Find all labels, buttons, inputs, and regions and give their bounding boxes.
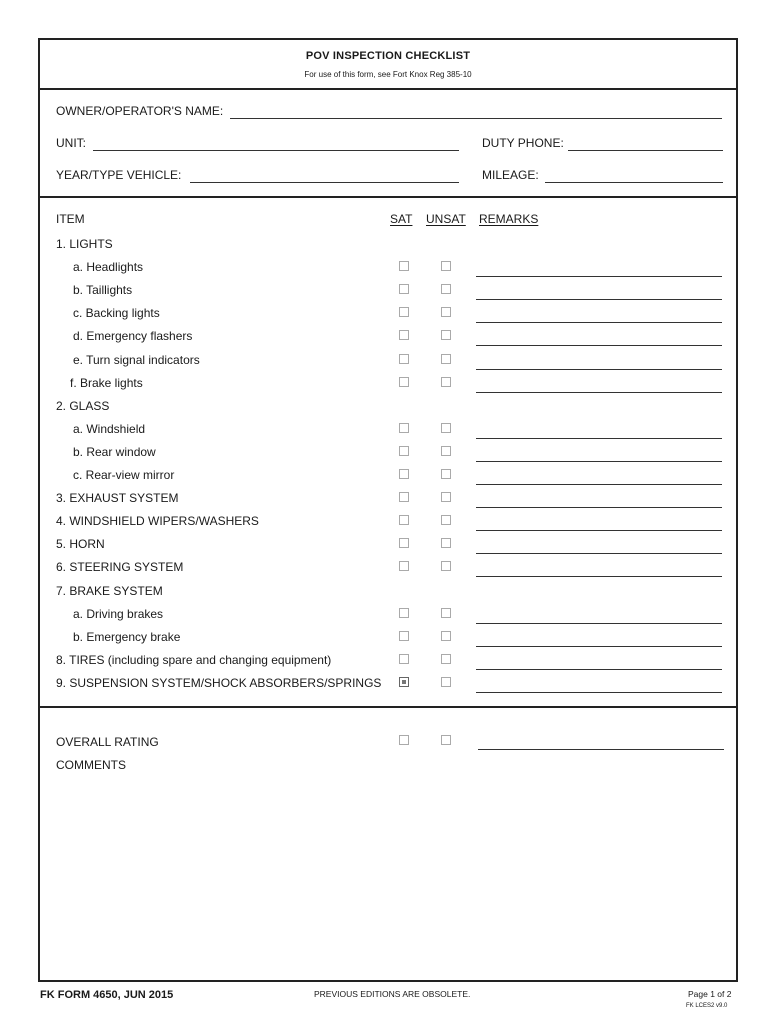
remarks-field[interactable] bbox=[476, 438, 722, 439]
comments-field[interactable] bbox=[56, 780, 716, 960]
sat-checkbox[interactable] bbox=[399, 469, 409, 479]
divider bbox=[40, 706, 736, 708]
vehicle-label: YEAR/TYPE VEHICLE: bbox=[56, 168, 182, 182]
comments-label: COMMENTS bbox=[56, 758, 126, 772]
unsat-checkbox[interactable] bbox=[441, 538, 451, 548]
checklist-item-label: c. Backing lights bbox=[73, 306, 160, 320]
divider bbox=[40, 196, 736, 198]
remarks-field[interactable] bbox=[476, 530, 722, 531]
form-id: FK FORM 4650, JUN 2015 bbox=[40, 989, 174, 1001]
remarks-field[interactable] bbox=[476, 669, 722, 670]
sat-checkbox[interactable] bbox=[399, 446, 409, 456]
checklist-item-label: 9. SUSPENSION SYSTEM/SHOCK ABSORBERS/SPRINGS bbox=[56, 676, 382, 690]
column-remarks: REMARKS bbox=[479, 212, 539, 226]
sat-checkbox[interactable] bbox=[399, 423, 409, 433]
unsat-checkbox[interactable] bbox=[441, 608, 451, 618]
form-subtitle: For use of this form, see Fort Knox Reg 385-10 bbox=[304, 70, 472, 79]
sat-checkbox[interactable] bbox=[399, 354, 409, 364]
unsat-checkbox[interactable] bbox=[441, 654, 451, 664]
overall-remarks-field[interactable] bbox=[478, 749, 724, 750]
owner-field[interactable] bbox=[230, 118, 722, 119]
checklist-item-label: 3. EXHAUST SYSTEM bbox=[56, 491, 179, 505]
page-number: Page 1 of 2 bbox=[688, 989, 732, 999]
remarks-field[interactable] bbox=[476, 646, 722, 647]
checklist-item-label: a. Windshield bbox=[73, 422, 146, 436]
checklist-item-label: 6. STEERING SYSTEM bbox=[56, 560, 184, 574]
unsat-checkbox[interactable] bbox=[441, 631, 451, 641]
checklist-item-label: b. Taillights bbox=[73, 283, 133, 297]
remarks-field[interactable] bbox=[476, 576, 722, 577]
remarks-field[interactable] bbox=[476, 322, 722, 323]
remarks-field[interactable] bbox=[476, 623, 722, 624]
mileage-field[interactable] bbox=[545, 182, 723, 183]
sat-checkbox[interactable] bbox=[399, 307, 409, 317]
checklist-item-label: a. Driving brakes bbox=[73, 607, 164, 621]
checklist-item-label: d. Emergency flashers bbox=[73, 329, 193, 343]
sat-checkbox[interactable] bbox=[399, 261, 409, 271]
checklist-item-label: b. Rear window bbox=[73, 445, 156, 459]
column-unsat: UNSAT bbox=[426, 212, 466, 226]
checklist-item-label: e. Turn signal indicators bbox=[73, 353, 200, 367]
unsat-checkbox[interactable] bbox=[441, 354, 451, 364]
checklist-item-label: 5. HORN bbox=[56, 537, 105, 551]
remarks-field[interactable] bbox=[476, 276, 722, 277]
form-frame bbox=[38, 38, 738, 982]
sat-checkbox[interactable] bbox=[399, 631, 409, 641]
unsat-checkbox[interactable] bbox=[441, 307, 451, 317]
column-item: ITEM bbox=[56, 212, 85, 226]
overall-rating-label: OVERALL RATING bbox=[56, 735, 159, 749]
checklist-item-label: b. Emergency brake bbox=[73, 630, 181, 644]
checklist-item-label: a. Headlights bbox=[73, 260, 144, 274]
editions-note: PREVIOUS EDITIONS ARE OBSOLETE. bbox=[314, 989, 471, 999]
sat-checkbox[interactable] bbox=[399, 284, 409, 294]
remarks-field[interactable] bbox=[476, 461, 722, 462]
divider bbox=[40, 88, 736, 90]
checklist-item-label: 4. WINDSHIELD WIPERS/WASHERS bbox=[56, 514, 259, 528]
duty-phone-label: DUTY PHONE: bbox=[482, 136, 564, 150]
unit-label: UNIT: bbox=[56, 136, 86, 150]
sat-checkbox[interactable] bbox=[399, 538, 409, 548]
unit-field[interactable] bbox=[93, 150, 459, 151]
sat-checkbox[interactable] bbox=[399, 377, 409, 387]
form-title: POV INSPECTION CHECKLIST bbox=[305, 50, 471, 62]
checklist-item-label: 8. TIRES (including spare and changing equipment) bbox=[56, 653, 332, 667]
sat-checkbox[interactable] bbox=[399, 654, 409, 664]
sat-checkbox[interactable] bbox=[399, 492, 409, 502]
sat-checkbox[interactable] bbox=[399, 330, 409, 340]
overall-unsat-checkbox[interactable] bbox=[441, 735, 451, 745]
remarks-field[interactable] bbox=[476, 484, 722, 485]
section-heading: 2. GLASS bbox=[56, 399, 110, 413]
unsat-checkbox[interactable] bbox=[441, 446, 451, 456]
remarks-field[interactable] bbox=[476, 553, 722, 554]
unsat-checkbox[interactable] bbox=[441, 284, 451, 294]
unsat-checkbox[interactable] bbox=[441, 677, 451, 687]
unsat-checkbox[interactable] bbox=[441, 330, 451, 340]
checklist-item-label: c. Rear-view mirror bbox=[73, 468, 175, 482]
sat-checkbox[interactable] bbox=[399, 677, 409, 687]
sat-checkbox[interactable] bbox=[399, 515, 409, 525]
section-heading: 7. BRAKE SYSTEM bbox=[56, 584, 163, 598]
unsat-checkbox[interactable] bbox=[441, 492, 451, 502]
remarks-field[interactable] bbox=[476, 345, 722, 346]
section-heading: 1. LIGHTS bbox=[56, 237, 113, 251]
unsat-checkbox[interactable] bbox=[441, 561, 451, 571]
column-sat: SAT bbox=[390, 212, 413, 226]
unsat-checkbox[interactable] bbox=[441, 515, 451, 525]
overall-sat-checkbox[interactable] bbox=[399, 735, 409, 745]
sat-checkbox[interactable] bbox=[399, 608, 409, 618]
remarks-field[interactable] bbox=[476, 369, 722, 370]
owner-label: OWNER/OPERATOR'S NAME: bbox=[56, 104, 224, 118]
remarks-field[interactable] bbox=[476, 507, 722, 508]
checklist-item-label: f. Brake lights bbox=[70, 376, 143, 390]
mileage-label: MILEAGE: bbox=[482, 168, 539, 182]
remarks-field[interactable] bbox=[476, 299, 722, 300]
duty-phone-field[interactable] bbox=[568, 150, 723, 151]
vehicle-field[interactable] bbox=[190, 182, 459, 183]
unsat-checkbox[interactable] bbox=[441, 377, 451, 387]
remarks-field[interactable] bbox=[476, 392, 722, 393]
form-version: FK LCES2 v9.0 bbox=[686, 1003, 728, 1009]
sat-checkbox[interactable] bbox=[399, 561, 409, 571]
unsat-checkbox[interactable] bbox=[441, 469, 451, 479]
unsat-checkbox[interactable] bbox=[441, 423, 451, 433]
remarks-field[interactable] bbox=[476, 692, 722, 693]
unsat-checkbox[interactable] bbox=[441, 261, 451, 271]
